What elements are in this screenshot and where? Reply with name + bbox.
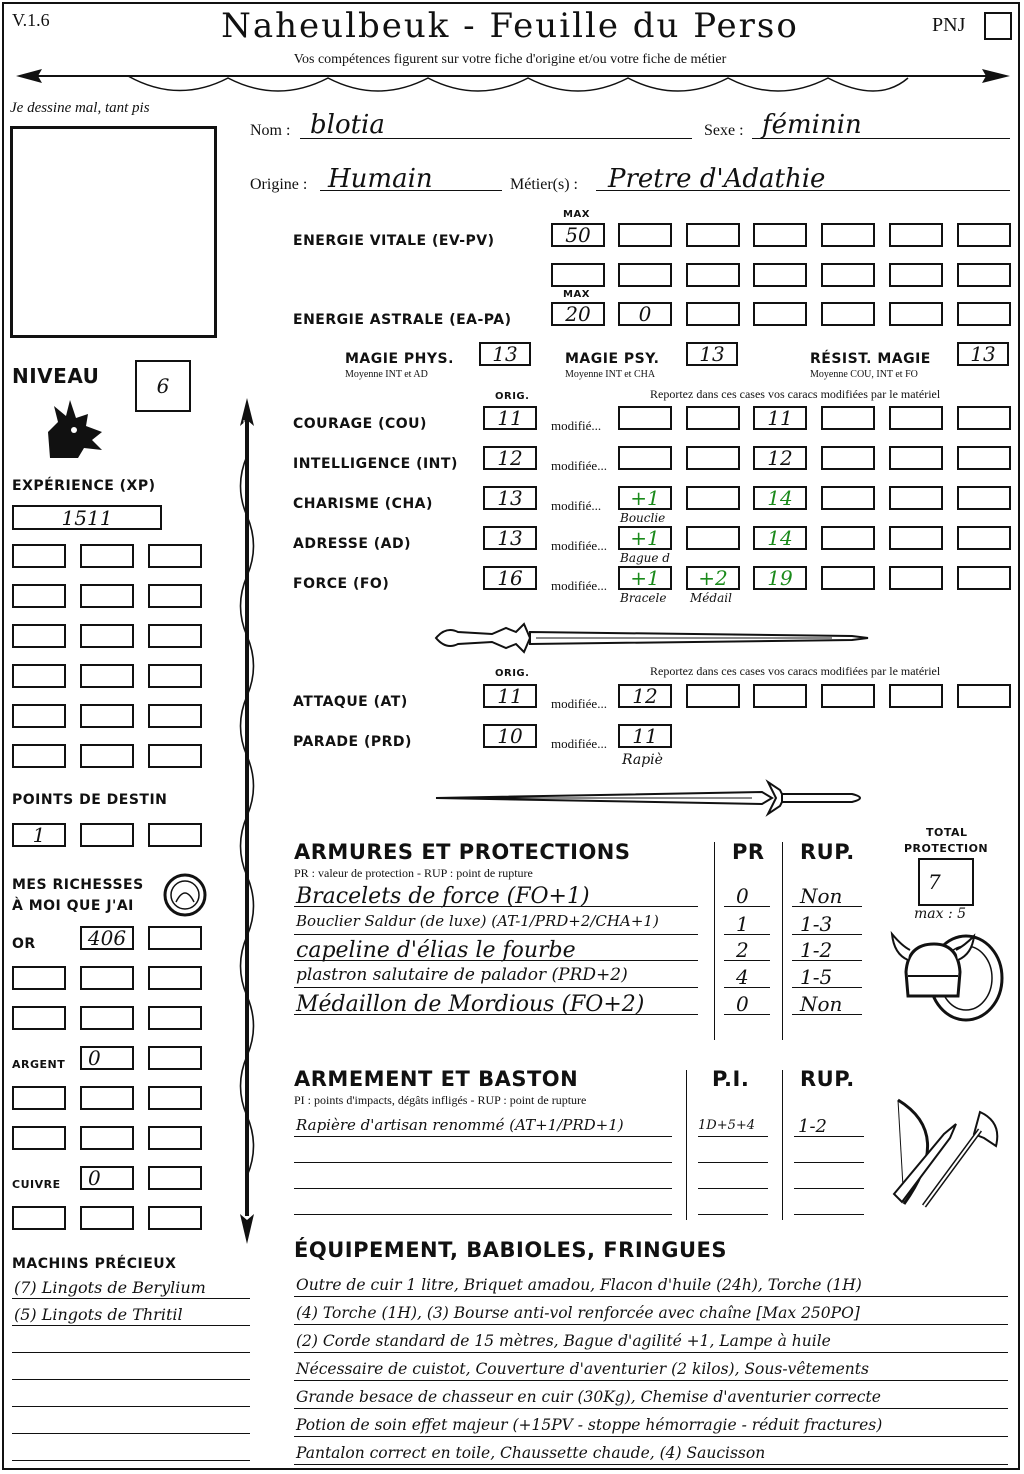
precieux-label: MACHINS PRÉCIEUX — [12, 1256, 177, 1272]
combat-label: ATTAQUE (AT) — [293, 694, 408, 710]
ev-box[interactable] — [686, 223, 740, 247]
xp-box[interactable] — [12, 744, 66, 768]
money-box[interactable] — [12, 1006, 66, 1030]
armure-pr: 1 — [736, 912, 749, 936]
money-box[interactable] — [12, 966, 66, 990]
money-box[interactable] — [80, 1006, 134, 1030]
carac-mod-label: modifiée... — [551, 458, 607, 473]
carac-mod-label: modifié... — [551, 418, 602, 433]
armure-line — [294, 1014, 698, 1015]
armure-rup: Non — [800, 992, 843, 1016]
armure-line — [294, 960, 698, 961]
carac-orig-value[interactable]: 12 — [483, 446, 537, 470]
carac-mod-note: Médail — [690, 591, 732, 605]
total-protection-label-1: TOTAL — [926, 826, 968, 839]
magie-phys-sub: Moyenne INT et AD — [345, 369, 428, 380]
pnj-label: PNJ — [932, 14, 966, 36]
money-box[interactable] — [148, 1006, 202, 1030]
carac-mod-note: Bouclie — [620, 511, 666, 525]
combat-mod-box[interactable]: 11 — [618, 724, 672, 748]
armure-pr-line — [724, 934, 770, 935]
magie-phys-value[interactable]: 13 — [479, 342, 531, 366]
carac-mod-box[interactable]: 11 — [753, 406, 807, 430]
magie-phys-label: MAGIE PHYS. — [345, 351, 454, 367]
destin-box[interactable] — [148, 823, 202, 847]
origine-value[interactable]: Humain — [328, 164, 433, 194]
combat-orig-value[interactable]: 10 — [483, 724, 537, 748]
money-box[interactable] — [12, 1206, 66, 1230]
carac-mod-box[interactable] — [686, 526, 740, 550]
xp-box[interactable] — [12, 704, 66, 728]
combat-mod-note: Rapiè — [622, 752, 663, 768]
armure-pr-line — [724, 987, 770, 988]
ea-box[interactable] — [753, 302, 807, 326]
xp-box[interactable] — [12, 624, 66, 648]
armure-name: Médaillon de Mordious (FO+2) — [296, 992, 645, 1017]
equipement-line: Grande besace de chasseur en cuir (30Kg), Chemise d'aventurier correcte — [296, 1388, 881, 1406]
carac-label: INTELLIGENCE (INT) — [293, 456, 458, 472]
combat-mod-box[interactable] — [686, 684, 740, 708]
xp-box[interactable] — [148, 744, 202, 768]
carac-mod-box[interactable] — [889, 406, 943, 430]
armure-name: Bracelets de force (FO+1) — [296, 884, 590, 909]
carac-mod-box[interactable]: 14 — [753, 486, 807, 510]
carac-report-note: Reportez dans ces cases vos caracs modifiées par le matériel — [650, 387, 941, 401]
armure-pr-line — [724, 960, 770, 961]
magie-psy-value[interactable]: 13 — [686, 342, 738, 366]
ev-box[interactable] — [753, 263, 807, 287]
ev-box[interactable] — [889, 223, 943, 247]
carac-mod-box[interactable] — [889, 566, 943, 590]
armures-rup-label: RUP. — [800, 840, 855, 864]
arme-rup-line — [794, 1188, 864, 1189]
equipement-underline — [294, 1464, 1008, 1465]
arme-pi-line — [698, 1214, 768, 1215]
spear-divider-icon — [8, 66, 1016, 106]
precieux-item: (7) Lingots de Berylium — [14, 1278, 206, 1297]
xp-box[interactable] — [148, 624, 202, 648]
precieux-line — [12, 1406, 250, 1407]
origine-line — [320, 190, 502, 191]
sexe-label: Sexe : — [704, 122, 744, 139]
total-protection-max: max : 5 — [914, 906, 967, 922]
carac-label: ADRESSE (AD) — [293, 536, 412, 552]
combat-label: PARADE (PRD) — [293, 734, 412, 750]
nom-label: Nom : — [250, 122, 291, 139]
armure-pr-line — [724, 906, 770, 907]
carac-mod-box[interactable]: +2 — [686, 566, 740, 590]
equipement-underline — [294, 1408, 1008, 1409]
ea-max-label: MAX — [563, 289, 590, 300]
nom-line — [300, 138, 692, 139]
ev-box[interactable] — [821, 263, 875, 287]
combat-mod-label: modifiée... — [551, 736, 607, 751]
ea-box[interactable]: 20 — [551, 302, 605, 326]
arme-rup-line — [794, 1214, 864, 1215]
carac-orig-value[interactable]: 16 — [483, 566, 537, 590]
equipement-underline — [294, 1436, 1008, 1437]
carac-mod-box[interactable] — [889, 486, 943, 510]
combat-mod-box[interactable]: 12 — [618, 684, 672, 708]
carac-mod-box[interactable]: 14 — [753, 526, 807, 550]
ev-box[interactable] — [889, 263, 943, 287]
equipement-line: (4) Torche (1H), (3) Bourse anti-vol renforcée avec chaîne [Max 250PO] — [296, 1304, 860, 1322]
carac-label: COURAGE (COU) — [293, 416, 427, 432]
total-protection-value[interactable]: 7 — [918, 858, 974, 906]
xp-box[interactable] — [80, 744, 134, 768]
carac-mod-box[interactable] — [821, 526, 875, 550]
ev-box[interactable] — [957, 223, 1011, 247]
armure-pr: 4 — [736, 965, 749, 989]
ev-box[interactable] — [957, 263, 1011, 287]
origine-label: Origine : — [250, 176, 308, 193]
armure-rup-line — [792, 1014, 862, 1015]
niveau-label: NIVEAU — [12, 364, 100, 388]
nom-value[interactable]: blotia — [310, 110, 385, 140]
precieux-line — [12, 1352, 250, 1353]
sexe-line — [752, 138, 1010, 139]
armure-rup-line — [792, 934, 862, 935]
armement-title: ARMEMENT ET BASTON — [294, 1067, 579, 1091]
destin-box[interactable] — [80, 823, 134, 847]
xp-box[interactable] — [148, 664, 202, 688]
money-box[interactable] — [148, 926, 202, 950]
money-box[interactable] — [148, 966, 202, 990]
carac-mod-box[interactable]: +1 — [618, 566, 672, 590]
niveau-value[interactable]: 6 — [135, 360, 191, 412]
armure-name: capeline d'élias le fourbe — [296, 938, 576, 963]
magie-psy-label: MAGIE PSY. — [565, 351, 660, 367]
ea-box[interactable]: 0 — [618, 302, 672, 326]
carac-mod-label: modifiée... — [551, 538, 607, 553]
armure-rup: 1-2 — [800, 938, 833, 962]
carac-mod-label: modifié... — [551, 498, 602, 513]
armure-rup: 1-3 — [800, 912, 833, 936]
equipement-line: Outre de cuir 1 litre, Briquet amadou, Flacon d'huile (24h), Torche (1H) — [296, 1276, 862, 1294]
arme-name: Rapière d'artisan renommé (AT+1/PRD+1) — [296, 1116, 624, 1134]
resist-magie-label: RÉSIST. MAGIE — [810, 351, 931, 367]
resist-magie-value[interactable]: 13 — [957, 342, 1009, 366]
armement-divider-2 — [782, 1070, 783, 1220]
portrait-label: Je dessine mal, tant pis — [10, 100, 150, 116]
armures-note: PR : valeur de protection - RUP : point de rupture — [294, 866, 533, 880]
carac-orig-value[interactable]: 13 — [483, 526, 537, 550]
armure-line — [294, 934, 698, 935]
carac-mod-box[interactable] — [889, 526, 943, 550]
carac-mod-box[interactable] — [618, 446, 672, 470]
arme-rup-line — [794, 1162, 864, 1163]
money-box[interactable] — [148, 1206, 202, 1230]
equipement-underline — [294, 1324, 1008, 1325]
money-box[interactable] — [80, 1126, 134, 1150]
precieux-line — [12, 1325, 250, 1326]
xp-label: EXPÉRIENCE (XP) — [12, 478, 156, 494]
armement-note: PI : points d'impacts, dégâts infligés - RUP : point de rupture — [294, 1093, 587, 1107]
xp-box[interactable] — [148, 544, 202, 568]
carac-mod-box[interactable] — [957, 486, 1011, 510]
money-box[interactable] — [148, 1086, 202, 1110]
money-box[interactable]: 0 — [80, 1046, 134, 1070]
arme-pi-line — [698, 1188, 768, 1189]
carac-orig-value[interactable]: 11 — [483, 406, 537, 430]
equipement-line: Pantalon correct en toile, Chaussette chaude, (4) Saucisson — [296, 1444, 766, 1462]
carac-label: FORCE (FO) — [293, 576, 390, 592]
carac-mod-box[interactable] — [889, 446, 943, 470]
magie-psy-sub: Moyenne INT et CHA — [565, 369, 656, 380]
armement-pi-label: P.I. — [712, 1067, 750, 1091]
ea-label: ENERGIE ASTRALE (EA-PA) — [293, 312, 512, 328]
armure-pr: 0 — [736, 992, 749, 1016]
pnj-checkbox[interactable] — [984, 12, 1012, 40]
armure-pr: 2 — [736, 938, 749, 962]
armure-name: Bouclier Saldur (de luxe) (AT-1/PRD+2/CHA+1) — [296, 912, 659, 930]
carac-mod-box[interactable] — [618, 406, 672, 430]
equipement-title: ÉQUIPEMENT, BABIOLES, FRINGUES — [294, 1238, 727, 1262]
combat-orig-value[interactable]: 11 — [483, 684, 537, 708]
ev-box[interactable] — [686, 263, 740, 287]
metier-line — [596, 190, 1010, 191]
equipement-line: Nécessaire de cuistot, Couverture d'aventurier (2 kilos), Sous-vêtements — [296, 1360, 869, 1378]
arme-pi-line — [698, 1162, 768, 1163]
carac-mod-box[interactable] — [686, 406, 740, 430]
ea-box[interactable] — [821, 302, 875, 326]
combat-report-note: Reportez dans ces cases vos caracs modifiées par le matériel — [650, 664, 941, 678]
xp-value[interactable]: 1511 — [12, 505, 162, 530]
xp-box[interactable] — [12, 544, 66, 568]
armure-rup-line — [792, 906, 862, 907]
armure-rup-line — [792, 987, 862, 988]
carac-mod-box[interactable] — [957, 566, 1011, 590]
ev-box[interactable]: 50 — [551, 223, 605, 247]
carac-mod-box[interactable]: +1 — [618, 486, 672, 510]
ea-box[interactable] — [889, 302, 943, 326]
carac-mod-box[interactable] — [686, 446, 740, 470]
ev-box[interactable] — [618, 223, 672, 247]
money-box[interactable] — [148, 1046, 202, 1070]
money-box[interactable] — [148, 1166, 202, 1190]
carac-mod-box[interactable] — [821, 446, 875, 470]
armure-pr: 0 — [736, 884, 749, 908]
xp-box[interactable] — [80, 664, 134, 688]
page-subtitle: Vos compétences figurent sur votre fiche d'origine et/ou votre fiche de métier — [293, 52, 727, 67]
precieux-line — [12, 1379, 250, 1380]
money-box[interactable]: 406 — [80, 926, 134, 950]
ea-box[interactable] — [957, 302, 1011, 326]
sexe-value[interactable]: féminin — [762, 110, 862, 140]
money-box[interactable] — [80, 1086, 134, 1110]
equipement-line: (2) Corde standard de 15 mètres, Bague d'agilité +1, Lampe à huile — [296, 1332, 831, 1350]
arme-pi-line — [698, 1136, 768, 1137]
carac-mod-box[interactable] — [821, 486, 875, 510]
ev-label: ENERGIE VITALE (EV-PV) — [293, 233, 495, 249]
xp-box[interactable] — [80, 624, 134, 648]
carac-mod-box[interactable]: 12 — [753, 446, 807, 470]
crossed-weapons-icon — [884, 1094, 1008, 1214]
armure-line — [294, 987, 698, 988]
resist-magie-sub: Moyenne COU, INT et FO — [810, 369, 918, 380]
carac-mod-box[interactable] — [821, 566, 875, 590]
money-box[interactable] — [148, 1126, 202, 1150]
money-box[interactable] — [80, 1206, 134, 1230]
combat-orig-label: ORIG. — [495, 668, 530, 679]
carac-mod-note: Bague d — [620, 551, 670, 565]
armure-name: plastron salutaire de palador (PRD+2) — [296, 965, 628, 985]
precieux-line — [12, 1433, 250, 1434]
sword-icon-2 — [432, 776, 872, 820]
carac-mod-label: modifiée... — [551, 578, 607, 593]
carac-orig-value[interactable]: 13 — [483, 486, 537, 510]
carac-mod-box[interactable] — [957, 446, 1011, 470]
page-title: Naheulbeuk - Feuille du Perso — [221, 6, 799, 46]
arme-line — [294, 1162, 672, 1163]
ea-box[interactable] — [686, 302, 740, 326]
arme-pi: 1D+5+4 — [698, 1118, 756, 1133]
ev-box[interactable] — [551, 263, 605, 287]
xp-box[interactable] — [80, 544, 134, 568]
equipement-underline — [294, 1352, 1008, 1353]
xp-box[interactable] — [80, 584, 134, 608]
ev-max-label: MAX — [563, 209, 590, 220]
total-protection-label-2: PROTECTION — [904, 842, 989, 855]
armure-line — [294, 906, 698, 907]
carac-label: CHARISME (CHA) — [293, 496, 433, 512]
combat-mod-label: modifiée... — [551, 696, 607, 711]
helmet-shield-icon — [888, 926, 1008, 1026]
vertical-spear-icon — [230, 396, 264, 1246]
xp-box[interactable] — [12, 584, 66, 608]
equipement-underline — [294, 1296, 1008, 1297]
portrait-box[interactable] — [10, 126, 217, 338]
destin-label: POINTS DE DESTIN — [12, 792, 168, 808]
equipement-underline — [294, 1380, 1008, 1381]
sword-icon — [432, 616, 872, 660]
armure-pr-line — [724, 1014, 770, 1015]
carac-orig-label: ORIG. — [495, 391, 530, 402]
carac-mod-note: Bracele — [620, 591, 667, 605]
equipement-line: Potion de soin effet majeur (+15PV - stoppe hémorragie - réduit fractures) — [296, 1416, 883, 1434]
arme-line — [294, 1136, 672, 1137]
carac-mod-box[interactable] — [957, 406, 1011, 430]
destin-box[interactable]: 1 — [12, 823, 66, 847]
dragon-head-icon — [40, 392, 110, 464]
money-box[interactable] — [12, 1126, 66, 1150]
ev-box[interactable] — [618, 263, 672, 287]
armures-divider-1 — [714, 842, 715, 1040]
ev-box[interactable] — [753, 223, 807, 247]
ev-box[interactable] — [821, 223, 875, 247]
combat-mod-box[interactable] — [957, 684, 1011, 708]
combat-mod-box[interactable] — [753, 684, 807, 708]
argent-label: ARGENT — [12, 1058, 66, 1071]
carac-mod-box[interactable] — [957, 526, 1011, 550]
arme-line — [294, 1214, 672, 1215]
precieux-item: (5) Lingots de Thritil — [14, 1305, 183, 1324]
armement-rup-label: RUP. — [800, 1067, 855, 1091]
combat-mod-box[interactable] — [821, 684, 875, 708]
combat-mod-box[interactable] — [889, 684, 943, 708]
or-label: OR — [12, 936, 36, 952]
money-box[interactable] — [12, 1086, 66, 1110]
money-box[interactable] — [80, 966, 134, 990]
cuivre-label: CUIVRE — [12, 1178, 61, 1191]
xp-box[interactable] — [148, 704, 202, 728]
armure-rup: 1-5 — [800, 965, 833, 989]
armures-title: ARMURES ET PROTECTIONS — [294, 840, 631, 864]
armures-pr-label: PR — [732, 840, 765, 864]
precieux-line — [12, 1298, 250, 1299]
money-box[interactable]: 0 — [80, 1166, 134, 1190]
precieux-line — [12, 1460, 250, 1461]
armures-divider-2 — [782, 842, 783, 1040]
xp-box[interactable] — [12, 664, 66, 688]
armure-rup-line — [792, 960, 862, 961]
richesses-label-1: MES RICHESSES — [12, 877, 144, 893]
coin-icon — [162, 872, 208, 918]
carac-mod-box[interactable]: +1 — [618, 526, 672, 550]
carac-mod-box[interactable] — [821, 406, 875, 430]
metier-label: Métier(s) : — [510, 176, 578, 193]
xp-box[interactable] — [80, 704, 134, 728]
armement-divider-1 — [686, 1070, 687, 1220]
carac-mod-box[interactable]: 19 — [753, 566, 807, 590]
xp-box[interactable] — [148, 584, 202, 608]
metier-value[interactable]: Pretre d'Adathie — [608, 164, 826, 194]
armure-rup: Non — [800, 884, 843, 908]
arme-rup: 1-2 — [798, 1116, 827, 1137]
richesses-label-2: À MOI QUE J'AI — [12, 898, 134, 914]
carac-mod-box[interactable] — [686, 486, 740, 510]
arme-line — [294, 1188, 672, 1189]
version-label: V.1.6 — [12, 10, 50, 30]
